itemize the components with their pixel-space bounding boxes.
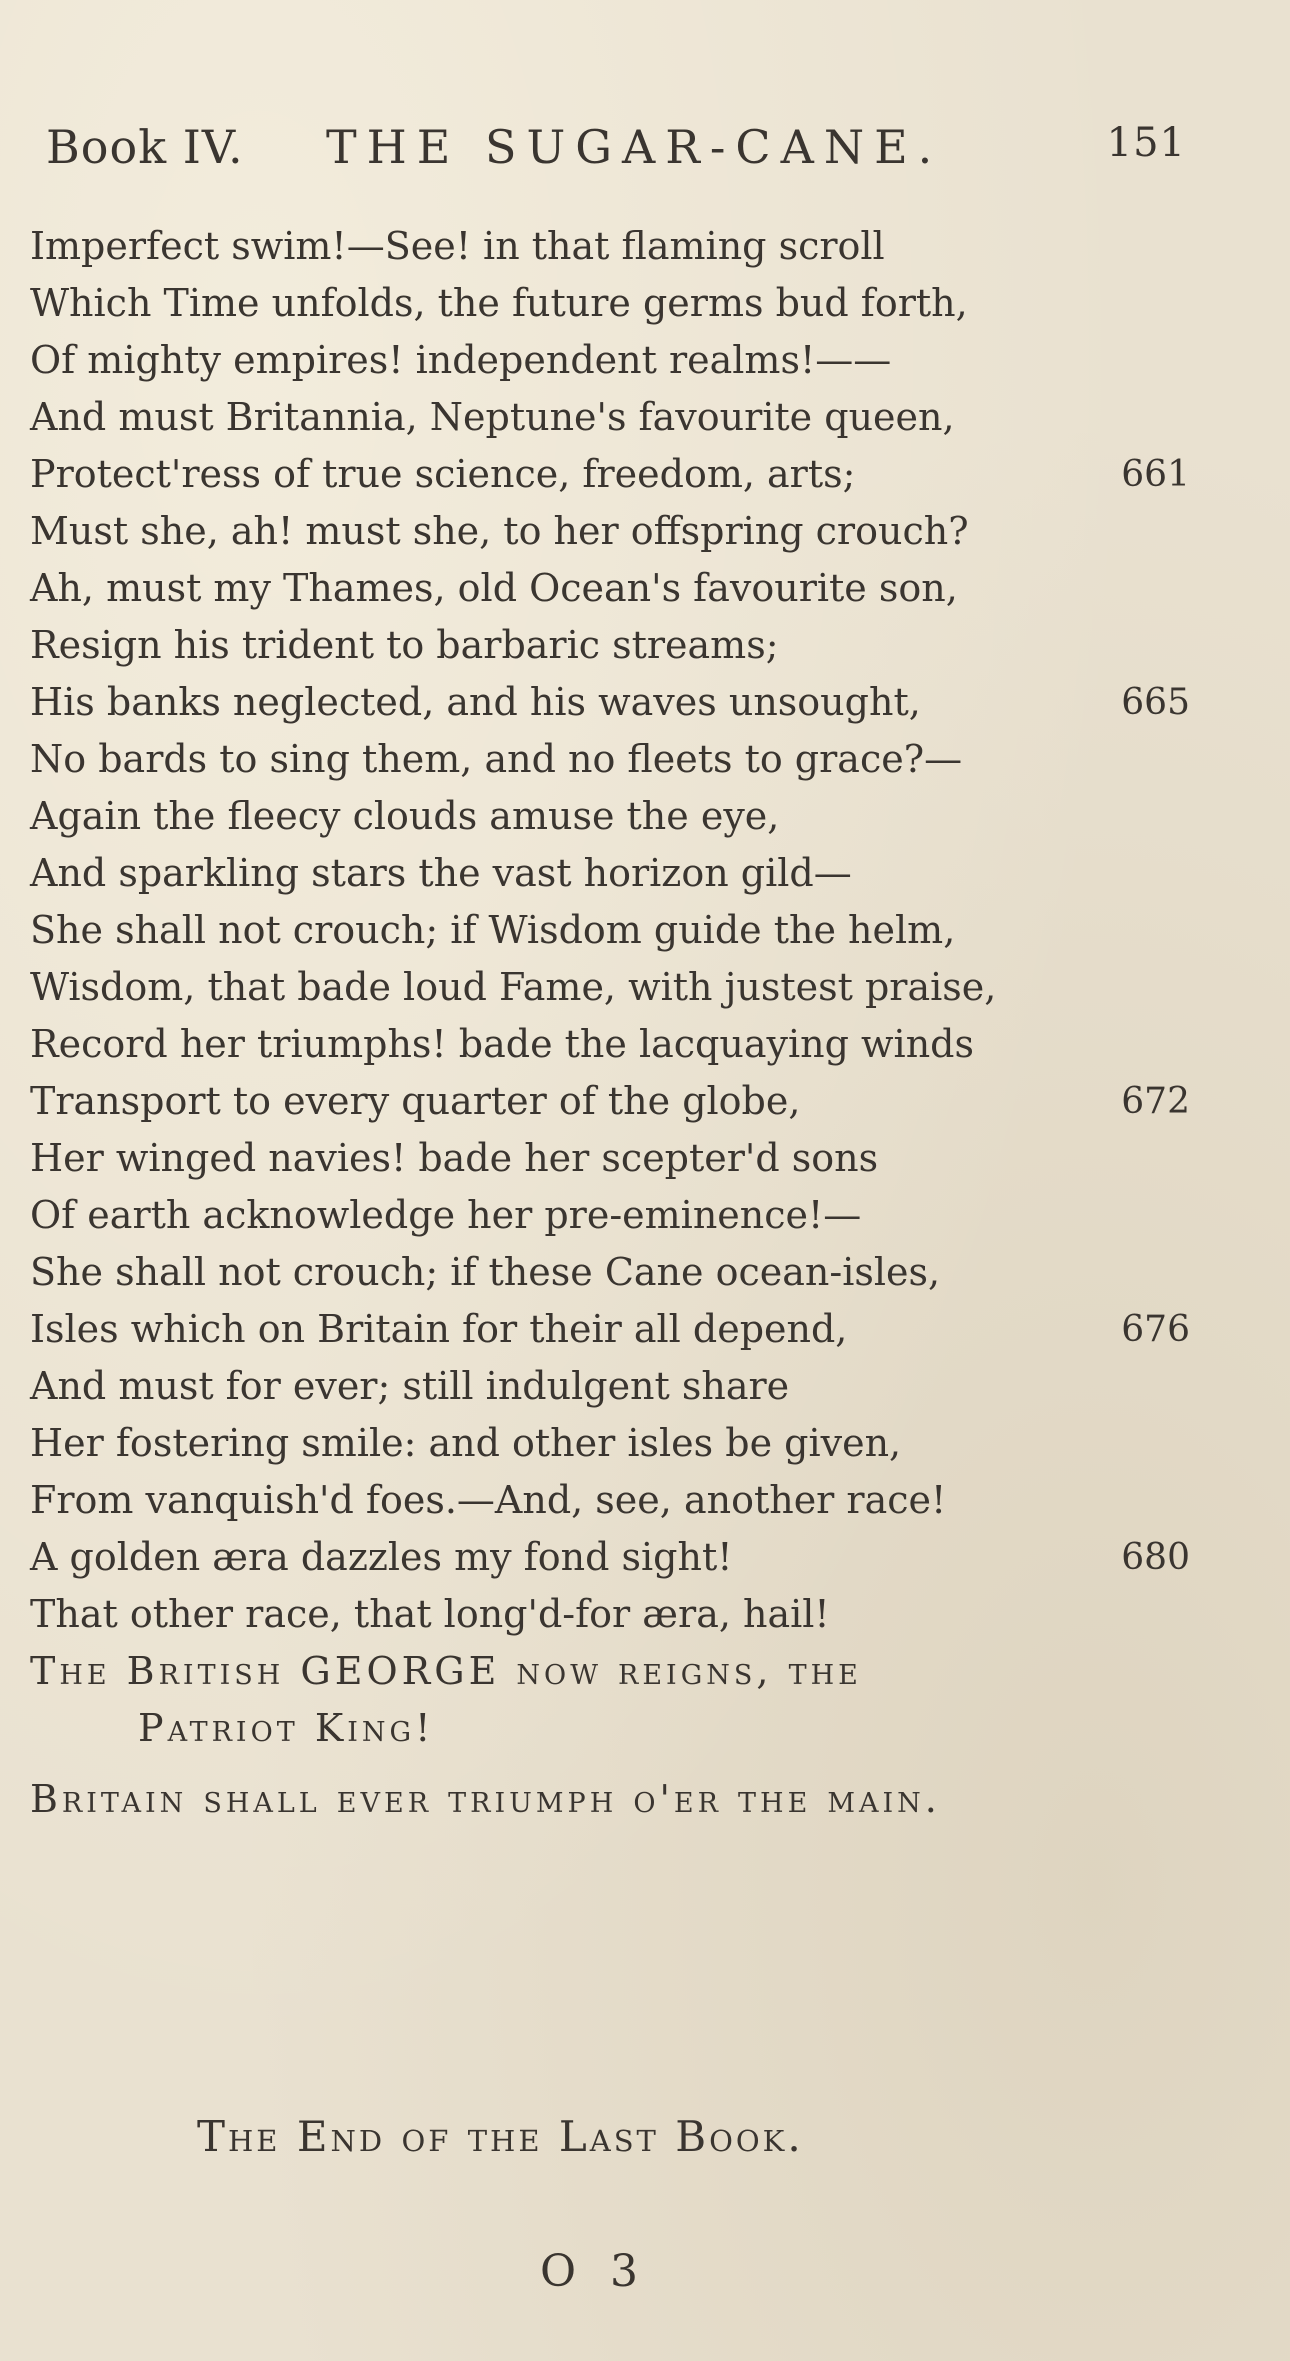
- line-text: His banks neglected, and his waves unsought,: [30, 680, 921, 724]
- line-text: Record her triumphs! bade the lacquaying winds: [30, 1022, 974, 1066]
- page-number: 151: [1106, 120, 1186, 166]
- verse-line: [30, 1244, 1190, 1301]
- verse-line: [30, 1073, 1190, 1130]
- verse-line: [30, 503, 1190, 560]
- line-text: That other race, that long'd-for æra, hail!: [30, 1592, 830, 1636]
- line-text: Her winged navies! bade her scepter'd sons: [30, 1136, 879, 1180]
- line-number: 661: [1121, 454, 1190, 495]
- verse-line: [30, 1301, 1190, 1358]
- verse-line: [30, 1586, 1190, 1643]
- verse-line: [30, 1130, 1190, 1187]
- line-number: 665: [1121, 682, 1190, 723]
- proclamation-line: [30, 1700, 1190, 1757]
- verse-line: [30, 959, 1190, 1016]
- line-text: And must for ever; still indulgent share: [30, 1364, 790, 1408]
- line-text: Transport to every quarter of the globe,: [30, 1079, 801, 1123]
- line-text: Which Time unfolds, the future germs bud forth,: [30, 281, 968, 325]
- line-text: No bards to sing them, and no fleets to grace?—: [30, 737, 963, 781]
- proclamation-text: Patriot King!: [138, 1706, 435, 1750]
- verse-line: [30, 902, 1190, 959]
- verse-line: [30, 1016, 1190, 1073]
- line-text: Isles which on Britain for their all depend,: [30, 1307, 848, 1351]
- line-text: A golden æra dazzles my fond sight!: [30, 1535, 733, 1579]
- line-text: Imperfect swim!—See! in that flaming scroll: [30, 224, 885, 268]
- verse-line: [30, 617, 1190, 674]
- verse-line: [30, 560, 1190, 617]
- proclamation-line: [30, 1771, 1190, 1828]
- line-text: Her fostering smile: and other isles be given,: [30, 1421, 902, 1465]
- line-number: 676: [1121, 1309, 1190, 1350]
- line-text: Must she, ah! must she, to her offspring crouch?: [30, 509, 969, 553]
- line-text: She shall not crouch; if Wisdom guide the helm,: [30, 908, 956, 952]
- line-text: Wisdom, that bade loud Fame, with justest praise,: [30, 965, 997, 1009]
- line-text: She shall not crouch; if these Cane ocean-isles,: [30, 1250, 941, 1294]
- verse-line: [30, 332, 1190, 389]
- verse-line: [30, 674, 1190, 731]
- verse-line: [30, 1529, 1190, 1586]
- verse-line: [30, 1472, 1190, 1529]
- line-text: And sparkling stars the vast horizon gild—: [30, 851, 852, 895]
- line-text: Ah, must my Thames, old Ocean's favourite son,: [30, 566, 958, 610]
- verse-line: [30, 845, 1190, 902]
- line-text: Protect'ress of true science, freedom, arts;: [30, 452, 856, 496]
- verse-line: [30, 1415, 1190, 1472]
- line-number: 672: [1121, 1081, 1190, 1122]
- proclamation-text: Britain shall ever triumph o'er the main.: [30, 1777, 941, 1821]
- verse-block: [30, 218, 1190, 1828]
- verse-line: [30, 1187, 1190, 1244]
- running-title: THE SUGAR-CANE.: [326, 120, 943, 174]
- verse-line: [30, 788, 1190, 845]
- proclamation-text: The British GEORGE now reigns, the: [30, 1649, 862, 1693]
- line-text: Resign his trident to barbaric streams;: [30, 623, 779, 667]
- line-text: Again the fleecy clouds amuse the eye,: [30, 794, 780, 838]
- running-head: [46, 120, 1186, 180]
- proclamation-line: [30, 1643, 1190, 1700]
- line-number: 680: [1121, 1537, 1190, 1578]
- end-of-book: The End of the Last Book.: [197, 2112, 804, 2161]
- verse-line: [30, 218, 1190, 275]
- verse-line: [30, 731, 1190, 788]
- verse-line: [30, 1358, 1190, 1415]
- verse-line: [30, 275, 1190, 332]
- book-label: Book IV.: [46, 120, 244, 174]
- verse-line: [30, 389, 1190, 446]
- line-text: From vanquish'd foes.—And, see, another race!: [30, 1478, 947, 1522]
- verse-line: [30, 446, 1190, 503]
- line-text: And must Britannia, Neptune's favourite queen,: [30, 395, 955, 439]
- line-text: Of earth acknowledge her pre-eminence!—: [30, 1193, 862, 1237]
- line-text: Of mighty empires! independent realms!——: [30, 338, 892, 382]
- signature-mark: O 3: [540, 2246, 649, 2297]
